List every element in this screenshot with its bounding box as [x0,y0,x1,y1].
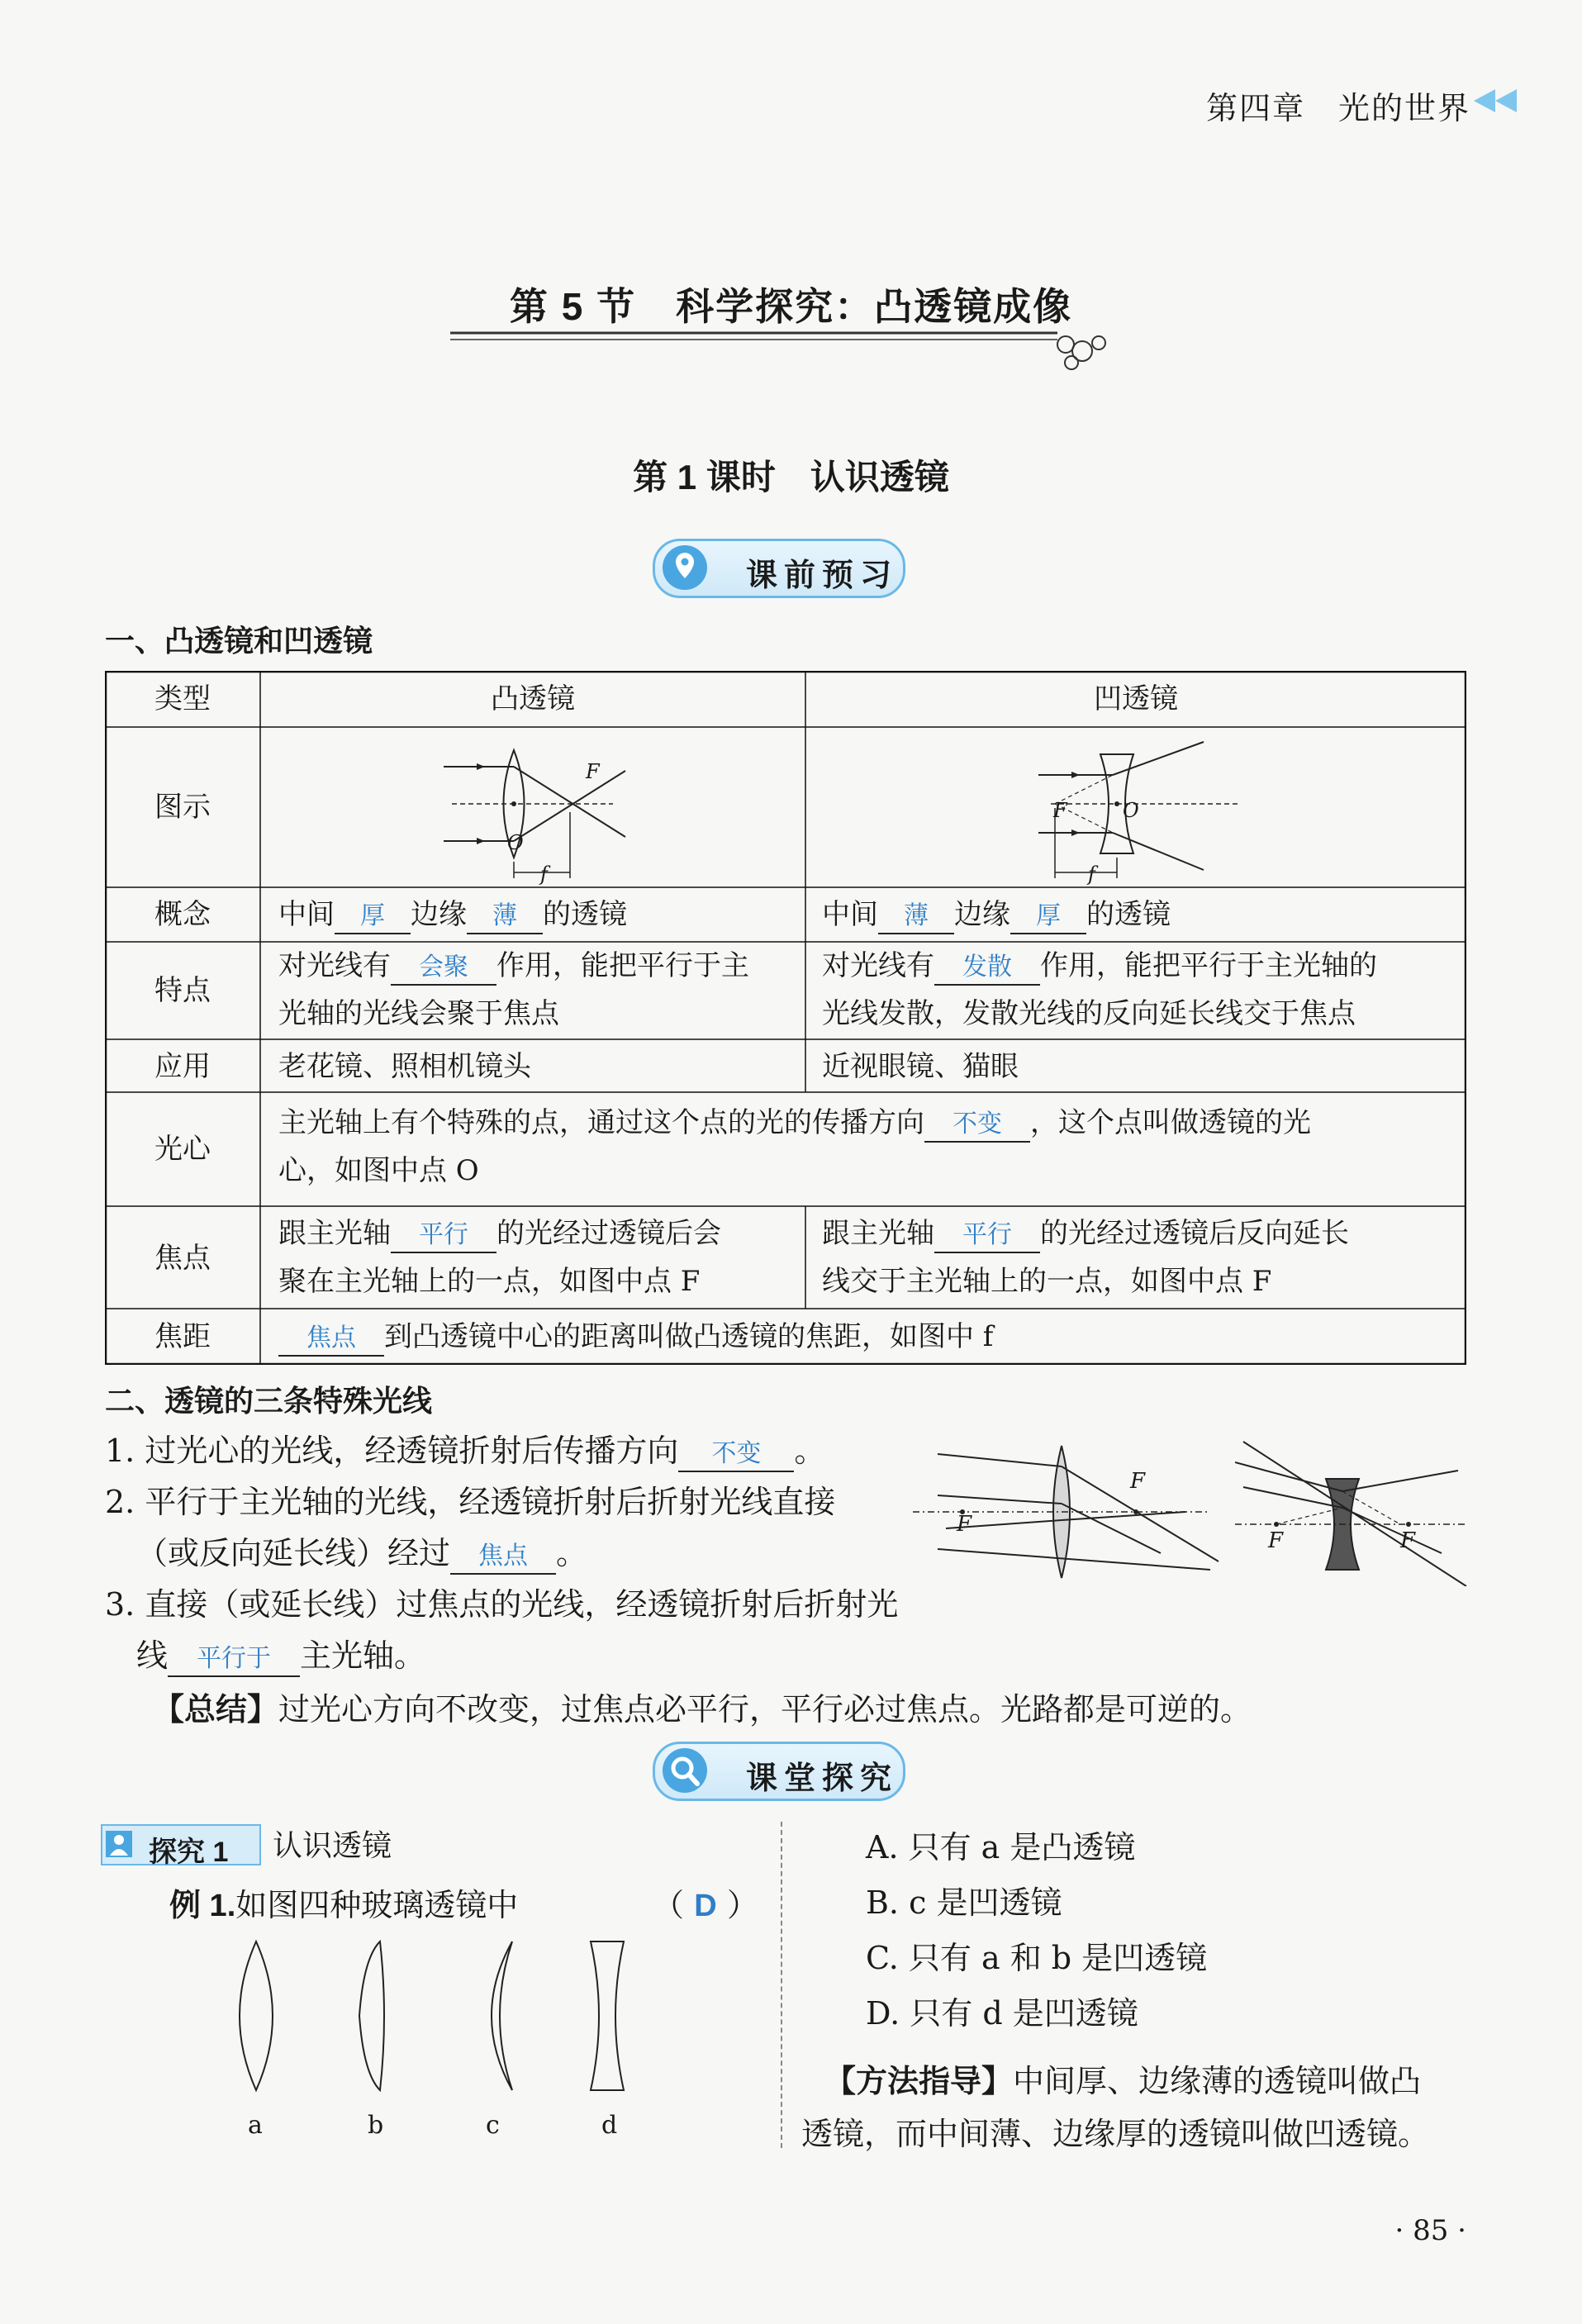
optical-center-text: 主光轴上有个特殊的点，通过这个点的光的传播方向 不变 ，这个点叫做透镜的光 心，如图中点 O [278,1106,1311,1187]
answer-blank: 厚 [335,900,411,934]
method-guide-line2: 透镜，而中间薄、边缘厚的透镜叫做凹透镜。 [801,2116,1430,2152]
summary: 【总结】过光心方向不改变，过焦点必平行，平行必过焦点。光路都是可逆的。 [153,1691,1252,1728]
option-b: B. c 是凹透镜 [866,1884,1062,1921]
lesson-title: 第 1 课时 认识透镜 [633,458,949,497]
chapter-header: 第四章 光的世界 [1205,92,1470,126]
answer-blank: 焦点 [450,1540,556,1575]
concave-label-O: O [1123,799,1139,822]
lens-label-c: c [486,2111,500,2140]
header-convex: 凸透镜 [491,682,575,715]
part1-heading: 一、凸透镜和凹透镜 [105,624,373,658]
double-arrow-icon [1470,86,1520,116]
answer-blank: 平行 [391,1219,496,1253]
concave-ray-diagram [1235,1438,1470,1586]
row-label-optical-center: 光心 [154,1133,211,1166]
classroom-banner-text: 课堂探究 [746,1759,899,1796]
convex-application: 老花镜、照相机镜头 [278,1050,531,1083]
convex-feature: 对光线有 会聚 作用，能把平行于主 光轴的光线会聚于焦点 [278,949,749,1030]
option-d: D. 只有 d 是凹透镜 [866,1995,1138,2032]
header-concave: 凹透镜 [1094,682,1178,715]
four-lenses-figure [223,1933,653,2107]
ray-label-F-concave-left: F [1268,1528,1284,1553]
ray-label-F-concave-right: F [1400,1528,1416,1553]
classroom-banner [653,1742,905,1801]
lens-label-a: a [248,2111,263,2140]
location-pin-icon [660,543,710,592]
answer-blank: 不变 [924,1108,1030,1143]
row-label-focus: 焦点 [154,1242,211,1275]
explore-tag-text: 探究 1 [149,1837,229,1868]
answer-blank: 薄 [878,900,954,934]
answer-blank: 薄 [467,900,543,934]
convex-label-O: O [507,831,524,854]
concave-lens-diagram [1038,734,1245,886]
rule-2b: （或反向延长线）经过 焦点 。 [136,1528,587,1579]
focal-length-text: 焦点 到凸透镜中心的距离叫做凸透镜的焦距，如图中 f [278,1313,993,1361]
answer-blank: 焦点 [278,1322,384,1357]
lens-table [105,671,1466,1365]
convex-concept: 中间 厚 边缘 薄 的透镜 [278,891,627,939]
title-underline-ornament [442,326,1119,376]
page-number: · 85 · [1394,2214,1466,2247]
answer-parentheses: （ D ） [653,1887,759,1923]
concave-label-f: f [1088,863,1095,886]
row-label-diagram: 图示 [154,791,211,824]
column-divider [781,1822,782,2148]
section-title: 第 5 节 科学探究：凸透镜成像 [509,285,1073,328]
concave-focus: 跟主光轴 平行 的光经过透镜后反向延长 线交于主光轴上的一点，如图中点 F [822,1217,1349,1298]
answer-blank: 发散 [934,951,1040,986]
header-type: 类型 [154,682,211,715]
rule-2a: 2. 平行于主光轴的光线，经透镜折射后折射光线直接 [105,1484,836,1520]
convex-label-f: f [540,863,548,886]
row-label-feature: 特点 [154,974,211,1007]
convex-lens-diagram [435,734,642,886]
convex-label-F: F [586,760,600,783]
answer-value: D [694,1889,717,1923]
option-c: C. 只有 a 和 b 是凹透镜 [866,1940,1208,1976]
magnifier-icon [660,1746,710,1795]
lens-label-d: d [601,2111,618,2140]
answer-blank: 厚 [1010,900,1086,934]
explore-tag [101,1824,261,1868]
row-label-focal-length: 焦距 [154,1320,211,1353]
answer-blank: 会聚 [391,951,496,986]
row-label-application: 应用 [154,1050,211,1083]
rule-1: 1. 过光心的光线，经透镜折射后传播方向 不变 。 [105,1425,825,1476]
preview-banner-text: 课前预习 [746,556,899,593]
row-label-concept: 概念 [154,898,211,931]
concave-concept: 中间 薄 边缘 厚 的透镜 [822,891,1171,939]
concave-feature: 对光线有 发散 作用，能把平行于主光轴的 光线发散，发散光线的反向延长线交于焦点 [822,949,1377,1030]
concave-application: 近视眼镜、猫眼 [822,1050,1019,1083]
lens-label-b: b [368,2111,384,2140]
example-1: 例 1.如图四种玻璃透镜中 [169,1887,519,1923]
preview-banner [653,539,905,598]
ray-label-F-right: F [1130,1469,1146,1494]
rule-3a: 3. 直接（或延长线）过焦点的光线，经透镜折射后折射光 [105,1586,899,1623]
ray-label-F-left: F [957,1512,972,1537]
concave-label-F: F [1053,799,1067,822]
rule-3b: 线 平行于 主光轴。 [136,1630,425,1681]
answer-blank: 平行于 [168,1642,300,1677]
person-icon [106,1831,132,1857]
summary-label: 【总结】 [153,1693,279,1728]
answer-blank: 平行 [934,1219,1040,1253]
convex-focus: 跟主光轴 平行 的光经过透镜后会 聚在主光轴上的一点，如图中点 F [278,1217,721,1298]
option-a: A. 只有 a 是凸透镜 [866,1829,1136,1865]
answer-blank: 不变 [678,1438,794,1472]
part2-heading: 二、透镜的三条特殊光线 [105,1384,433,1418]
explore-title: 认识透镜 [273,1828,392,1862]
method-guide-line1: 【方法指导】中间厚、边缘薄的透镜叫做凸 [824,2063,1422,2099]
